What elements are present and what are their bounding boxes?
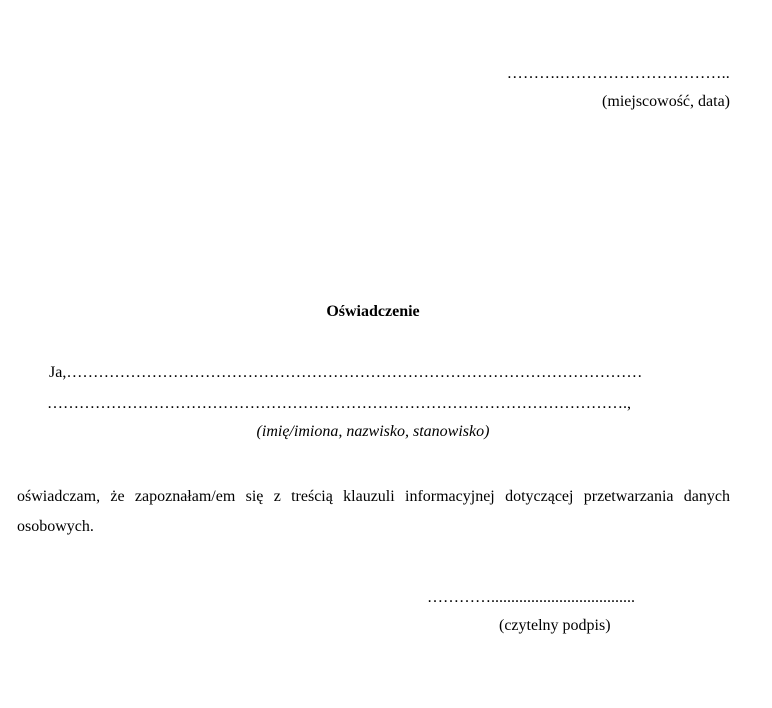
place-date-line: ……….………………………….. — [506, 65, 730, 82]
declarant-name-line-2: ………………………………………………………………………………………………., — [47, 395, 631, 412]
document-title: Oświadczenie — [326, 303, 420, 320]
signature-line: ………….................................... — [427, 589, 635, 606]
declarant-caption: (imię/imiona, nazwisko, stanowisko) — [256, 423, 490, 440]
declarant-name-line-1: Ja,……………………………………………………………………………………………… — [49, 364, 643, 381]
place-date-label: (miejscowość, data) — [602, 93, 730, 110]
statement-text: oświadczam, że zapoznałam/em się z treścią klauzuli informacyjnej dotyczącej przetwarzania danych osobowych. — [17, 488, 730, 535]
signature-label: (czytelny podpis) — [499, 617, 611, 634]
